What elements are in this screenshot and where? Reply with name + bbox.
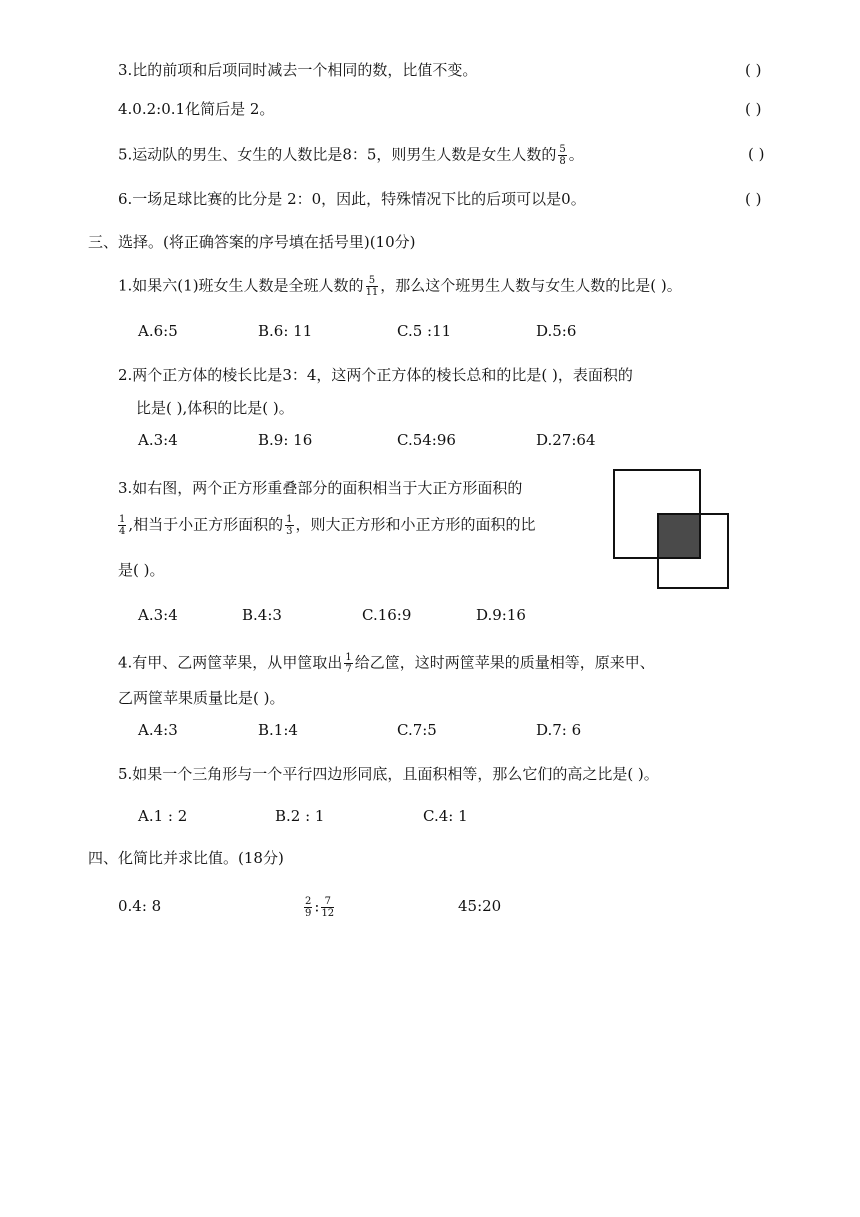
choose-q3-option-a[interactable]: A.3:4 xyxy=(138,606,178,624)
choose-q2-line1: 2.两个正方体的棱长比是3：4，这两个正方体的棱长总和的比是( )，表面积的 xyxy=(118,366,633,384)
choose-q5-option-b[interactable]: B.2 : 1 xyxy=(275,807,325,825)
choose-q4-line1 xyxy=(118,652,655,675)
choose-q3-mid: ,相当于小正方形面积的 xyxy=(128,515,284,534)
fraction-numerator: 7 xyxy=(321,896,334,908)
choose-q1-option-a[interactable]: A.6:5 xyxy=(138,322,178,340)
choose-q1-option-d[interactable]: D.5:6 xyxy=(536,322,577,340)
simplify-b-fraction-2 xyxy=(321,896,334,919)
choose-q2-option-b[interactable]: B.9: 16 xyxy=(258,431,313,449)
choose-q1-fraction xyxy=(366,275,379,298)
choose-q3-option-b[interactable]: B.4:3 xyxy=(242,606,282,624)
choose-q1-option-c[interactable]: C.5 :11 xyxy=(397,322,452,340)
choose-q2-option-c[interactable]: C.54:96 xyxy=(397,431,456,449)
choose-q1-option-b[interactable]: B.6: 11 xyxy=(258,322,313,340)
fraction-denominator: 8 xyxy=(559,156,566,167)
judge-q5-post: 。 xyxy=(568,145,584,164)
choose-q4-fraction xyxy=(344,652,352,675)
choose-q4-option-a[interactable]: A.4:3 xyxy=(138,721,178,739)
simplify-item-a: 0.4: 8 xyxy=(118,897,162,915)
choose-q4-pre: 4.有甲、乙两筐苹果，从甲筐取出 xyxy=(118,653,343,672)
judge-q6-answer-paren[interactable]: ( ) xyxy=(745,190,762,208)
fraction-denominator: 7 xyxy=(345,664,352,675)
fraction-denominator: 3 xyxy=(286,526,293,537)
judge-q3-answer-paren[interactable]: ( ) xyxy=(745,61,762,79)
choose-q4-line2: 乙两筐苹果质量比是( )。 xyxy=(118,689,285,707)
fraction-denominator: 11 xyxy=(365,287,379,298)
choose-q1-pre: 1.如果六(1)班女生人数是全班人数的 xyxy=(118,276,364,295)
judge-q5-answer-paren[interactable]: ( ) xyxy=(748,145,765,163)
choose-q3-line3: 是( )。 xyxy=(118,561,165,579)
judge-q5-pre: 5.运动队的男生、女生的人数比是8：5，则男生人数是女生人数的 xyxy=(118,145,557,164)
fraction-denominator: 9 xyxy=(305,908,312,919)
fraction-numerator: 5 xyxy=(366,275,379,287)
choose-q3-line1: 3.如右图，两个正方形重叠部分的面积相当于大正方形面积的 xyxy=(118,479,523,497)
choose-q1-text xyxy=(118,275,682,298)
judge-q4-text: 4.0.2:0.1化简后是 2。 xyxy=(118,100,275,118)
choose-q4-option-c[interactable]: C.7:5 xyxy=(397,721,437,739)
choose-q3-option-c[interactable]: C.16:9 xyxy=(362,606,412,624)
judge-q6-text: 6.一场足球比赛的比分是 2：0，因此，特殊情况下比的后项可以是0。 xyxy=(118,190,586,208)
fraction-denominator: 4 xyxy=(119,526,126,537)
fraction-numerator: 1 xyxy=(119,514,126,525)
judge-q4-answer-paren[interactable]: ( ) xyxy=(745,100,762,118)
choose-q2-option-d[interactable]: D.27:64 xyxy=(536,431,596,449)
fraction-numerator: 5 xyxy=(559,144,566,155)
choose-q5-option-a[interactable]: A.1 : 2 xyxy=(138,807,188,825)
section-four-heading: 四、化简比并求比值。(18分) xyxy=(88,849,284,867)
choose-q5-option-c[interactable]: C.4: 1 xyxy=(423,807,468,825)
simplify-b-fraction-1 xyxy=(304,896,312,919)
choose-q3-option-d[interactable]: D.9:16 xyxy=(476,606,526,624)
simplify-item-c: 45:20 xyxy=(458,897,502,915)
choose-q2-option-a[interactable]: A.3:4 xyxy=(138,431,178,449)
choose-q4-post: 给乙筐，这时两筐苹果的质量相等，原来甲、 xyxy=(354,653,655,672)
choose-q4-option-b[interactable]: B.1:4 xyxy=(258,721,298,739)
choose-q3-fraction-third xyxy=(285,514,293,537)
simplify-item-b xyxy=(302,896,336,919)
fraction-numerator: 1 xyxy=(345,652,352,663)
judge-q5-text xyxy=(118,144,584,167)
choose-q3-fraction-quarter xyxy=(118,514,126,537)
overlapping-squares-figure xyxy=(612,468,732,592)
fraction-denominator: 12 xyxy=(321,908,335,919)
fraction-numerator: 2 xyxy=(305,896,312,907)
choose-q3-post: ，则大正方形和小正方形的面积的比 xyxy=(295,515,536,534)
choose-q1-post: ，那么这个班男生人数与女生人数的比是( )。 xyxy=(380,276,682,295)
judge-q3-text: 3.比的前项和后项同时减去一个相同的数，比值不变。 xyxy=(118,61,478,79)
overlap-region xyxy=(658,514,700,558)
fraction-numerator: 1 xyxy=(286,514,293,525)
section-three-heading: 三、选择。(将正确答案的序号填在括号里)(10分) xyxy=(88,233,416,251)
simplify-b-separator: : xyxy=(314,897,320,916)
choose-q4-option-d[interactable]: D.7: 6 xyxy=(536,721,582,739)
choose-q3-line2 xyxy=(116,514,536,537)
choose-q5-text: 5.如果一个三角形与一个平行四边形同底，且面积相等，那么它们的高之比是( )。 xyxy=(118,765,659,783)
judge-q5-fraction xyxy=(558,144,566,167)
choose-q2-line2: 比是( ),体积的比是( )。 xyxy=(136,399,294,417)
